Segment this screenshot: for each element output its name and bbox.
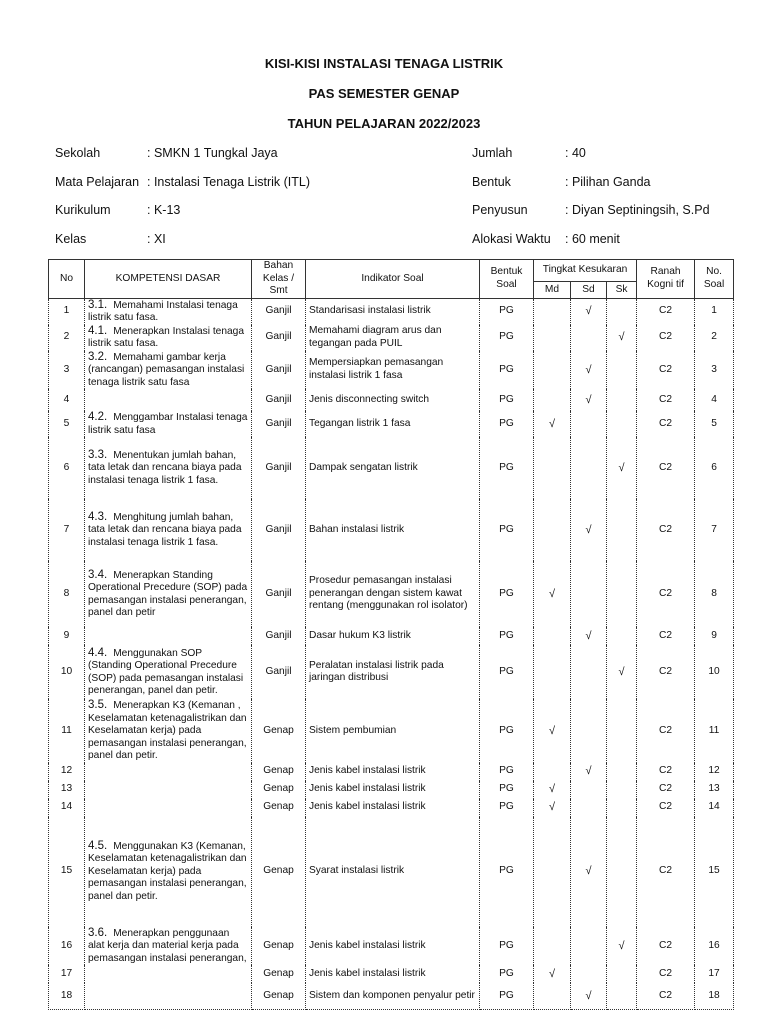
md-check: √: [534, 561, 571, 627]
indikator-cell: Jenis kabel instalasi listrik: [306, 763, 480, 781]
bentuk-cell: PG: [480, 817, 534, 927]
table-row: [49, 965, 734, 983]
nosoal-cell: 6: [695, 437, 734, 499]
meta-left-block: [55, 146, 455, 256]
md-check: [534, 763, 571, 781]
ranah-cell: C2: [637, 781, 695, 799]
bentuk-cell: PG: [480, 983, 534, 1010]
kompetensi-dasar-cell: [85, 645, 252, 699]
meta-label: Jumlah: [472, 146, 513, 160]
kd-number: 4.1.: [88, 324, 108, 337]
bahan-cell: Ganjil: [252, 645, 306, 699]
bahan-cell: Ganjil: [252, 325, 306, 351]
meta-label: Sekolah: [55, 146, 101, 160]
bentuk-cell: PG: [480, 437, 534, 499]
bahan-cell: Genap: [252, 763, 306, 781]
bahan-cell: Ganjil: [252, 437, 306, 499]
kd-number: 4.2.: [88, 411, 108, 423]
meta-value: : 40: [565, 146, 586, 160]
bahan-cell: Genap: [252, 699, 306, 763]
indikator-cell: Jenis kabel instalasi listrik: [306, 965, 480, 983]
ranah-cell: C2: [637, 351, 695, 390]
table-row: [49, 927, 734, 966]
col-header-kompetensi: KOMPETENSI DASAR: [85, 260, 252, 299]
row-no: 18: [49, 983, 85, 1010]
kd-text: Menerapkan Instalasi tenaga listrik satu fasa.: [88, 325, 245, 349]
ranah-cell: C2: [637, 817, 695, 927]
table-row: [49, 781, 734, 799]
nosoal-cell: 10: [695, 645, 734, 699]
bahan-cell: Genap: [252, 965, 306, 983]
sk-check: [607, 699, 637, 763]
kompetensi-dasar-cell: [85, 983, 252, 1010]
md-check: [534, 627, 571, 645]
sk-check: √: [607, 645, 637, 699]
sd-check: √: [571, 763, 607, 781]
sd-check: [571, 437, 607, 499]
meta-label: Penyusun: [472, 203, 528, 217]
row-no: 14: [49, 799, 85, 817]
sk-check: [607, 499, 637, 561]
md-check: √: [534, 781, 571, 799]
md-check: √: [534, 411, 571, 437]
kompetensi-dasar-cell: [85, 799, 252, 817]
table-row: [49, 561, 734, 627]
nosoal-cell: 13: [695, 781, 734, 799]
col-header-sd: Sd: [571, 282, 607, 299]
row-no: 13: [49, 781, 85, 799]
md-check: √: [534, 799, 571, 817]
indikator-cell: Jenis disconnecting switch: [306, 389, 480, 411]
row-no: 5: [49, 411, 85, 437]
kompetensi-dasar-cell: [85, 561, 252, 627]
kompetensi-dasar-cell: [85, 781, 252, 799]
bahan-cell: Ganjil: [252, 627, 306, 645]
kompetensi-dasar-cell: [85, 351, 252, 390]
sd-check: [571, 699, 607, 763]
nosoal-cell: 5: [695, 411, 734, 437]
table-row: [49, 437, 734, 499]
kd-text: Memahami gambar kerja (rancangan) pemasangan instalasi tenaga listrik satu fasa: [88, 351, 245, 388]
nosoal-cell: 16: [695, 927, 734, 966]
meta-value: : 60 menit: [565, 232, 620, 246]
sd-check: √: [571, 983, 607, 1010]
bentuk-cell: PG: [480, 351, 534, 390]
kompetensi-dasar-cell: [85, 965, 252, 983]
kompetensi-dasar-cell: [85, 927, 252, 966]
sd-check: √: [571, 627, 607, 645]
indikator-cell: Bahan instalasi listrik: [306, 499, 480, 561]
bentuk-cell: PG: [480, 965, 534, 983]
row-no: 17: [49, 965, 85, 983]
kompetensi-dasar-cell: [85, 411, 252, 437]
table-row: [49, 298, 734, 325]
ranah-cell: C2: [637, 965, 695, 983]
md-check: [534, 983, 571, 1010]
ranah-cell: C2: [637, 437, 695, 499]
sd-check: [571, 799, 607, 817]
sk-check: √: [607, 325, 637, 351]
md-check: [534, 927, 571, 966]
indikator-cell: Dasar hukum K3 listrik: [306, 627, 480, 645]
md-check: [534, 298, 571, 325]
kd-text: Menggunakan SOP (Standing Operational Precedure (SOP) pada pemasangan instalasi penerangan, panel dan petir.: [88, 647, 244, 696]
bentuk-cell: PG: [480, 645, 534, 699]
meta-value: : XI: [147, 232, 166, 246]
row-no: 4: [49, 389, 85, 411]
kd-number: 3.2.: [88, 350, 108, 363]
ranah-cell: C2: [637, 561, 695, 627]
table-row: [49, 389, 734, 411]
row-no: 7: [49, 499, 85, 561]
table-body: [49, 298, 734, 1010]
sd-check: [571, 781, 607, 799]
nosoal-cell: 17: [695, 965, 734, 983]
nosoal-cell: 1: [695, 298, 734, 325]
kompetensi-dasar-cell: [85, 325, 252, 351]
bentuk-cell: PG: [480, 561, 534, 627]
md-check: [534, 325, 571, 351]
document-title: KISI-KISI INSTALASI TENAGA LISTRIK: [264, 56, 504, 71]
sk-check: [607, 781, 637, 799]
col-header-md: Md: [534, 282, 571, 299]
nosoal-cell: 15: [695, 817, 734, 927]
col-header-no: No: [49, 260, 85, 299]
kd-text: Menggunakan K3 (Kemanan, Keselamatan ketenagalistrikan dan Keselamatan kerja) pada pemasangan instalasi penerangan, panel dan petir.: [88, 840, 247, 902]
row-no: 8: [49, 561, 85, 627]
meta-label: Alokasi Waktu: [472, 232, 551, 246]
sk-check: [607, 411, 637, 437]
table-row: [49, 983, 734, 1010]
sk-check: [607, 298, 637, 325]
col-header-indikator: Indikator Soal: [306, 260, 480, 299]
bentuk-cell: PG: [480, 298, 534, 325]
sd-check: [571, 645, 607, 699]
md-check: [534, 499, 571, 561]
kd-number: 4.4.: [88, 646, 108, 659]
ranah-cell: C2: [637, 699, 695, 763]
bentuk-cell: PG: [480, 927, 534, 966]
bentuk-cell: PG: [480, 499, 534, 561]
row-no: 16: [49, 927, 85, 966]
bahan-cell: Ganjil: [252, 411, 306, 437]
sd-check: [571, 965, 607, 983]
table-row: [49, 411, 734, 437]
indikator-cell: Tegangan listrik 1 fasa: [306, 411, 480, 437]
bentuk-cell: PG: [480, 389, 534, 411]
indikator-cell: Dampak sengatan listrik: [306, 437, 480, 499]
kd-number: 3.4.: [88, 568, 108, 581]
sk-check: [607, 561, 637, 627]
sk-check: [607, 817, 637, 927]
sk-check: [607, 763, 637, 781]
table-row: [49, 627, 734, 645]
bentuk-cell: PG: [480, 781, 534, 799]
sd-check: √: [571, 817, 607, 927]
md-check: √: [534, 699, 571, 763]
sk-check: [607, 965, 637, 983]
meta-right-block: [472, 146, 752, 256]
indikator-cell: Syarat instalasi listrik: [306, 817, 480, 927]
row-no: 1: [49, 298, 85, 325]
sk-check: [607, 799, 637, 817]
document-subtitle: PAS SEMESTER GENAP: [308, 86, 460, 101]
row-no: 6: [49, 437, 85, 499]
table-row: [49, 817, 734, 927]
meta-label: Mata Pelajaran: [55, 175, 140, 189]
bahan-cell: Ganjil: [252, 351, 306, 390]
kd-text: Menerapkan penggunaan alat kerja dan material kerja pada pemasangan instalasi penerangan,: [88, 927, 247, 964]
col-header-bahan: Bahan Kelas / Smt: [252, 260, 306, 299]
kd-text: Memahami Instalasi tenaga listrik satu fasa.: [88, 299, 238, 323]
indikator-cell: Jenis kabel instalasi listrik: [306, 799, 480, 817]
meta-value: : Pilihan Ganda: [565, 175, 651, 189]
kd-number: 4.3.: [88, 510, 108, 523]
meta-value: : Diyan Septiningsih, S.Pd: [565, 203, 710, 217]
table-row: [49, 325, 734, 351]
meta-value: : Instalasi Tenaga Listrik (ITL): [147, 175, 311, 189]
sd-check: √: [571, 389, 607, 411]
table-row: [49, 351, 734, 390]
kompetensi-dasar-cell: [85, 627, 252, 645]
row-no: 12: [49, 763, 85, 781]
kompetensi-dasar-cell: [85, 298, 252, 325]
kd-number: 3.3.: [88, 448, 108, 461]
sd-check: √: [571, 499, 607, 561]
sd-check: √: [571, 298, 607, 325]
kompetensi-dasar-cell: [85, 389, 252, 411]
kd-number: 3.1.: [88, 298, 108, 311]
nosoal-cell: 4: [695, 389, 734, 411]
ranah-cell: C2: [637, 411, 695, 437]
sk-check: [607, 351, 637, 390]
bahan-cell: Genap: [252, 927, 306, 966]
md-check: [534, 645, 571, 699]
md-check: [534, 351, 571, 390]
indikator-cell: Sistem pembumian: [306, 699, 480, 763]
ranah-cell: C2: [637, 499, 695, 561]
kompetensi-dasar-cell: [85, 437, 252, 499]
indikator-cell: Memahami diagram arus dan tegangan pada PUIL: [306, 325, 480, 351]
nosoal-cell: 11: [695, 699, 734, 763]
kompetensi-dasar-cell: [85, 699, 252, 763]
indikator-cell: Prosedur pemasangan instalasi penerangan dengan sistem kawat rentang (menggunakan rol isolator): [306, 561, 480, 627]
nosoal-cell: 7: [695, 499, 734, 561]
row-no: 3: [49, 351, 85, 390]
meta-value: : K-13: [147, 203, 181, 217]
bahan-cell: Ganjil: [252, 298, 306, 325]
sk-check: [607, 983, 637, 1010]
bahan-cell: Genap: [252, 781, 306, 799]
nosoal-cell: 2: [695, 325, 734, 351]
table-row: [49, 763, 734, 781]
kompetensi-dasar-cell: [85, 499, 252, 561]
col-header-ranah: Ranah Kogni tif: [637, 260, 695, 299]
col-header-bentuk: Bentuk Soal: [480, 260, 534, 299]
bahan-cell: Ganjil: [252, 389, 306, 411]
bentuk-cell: PG: [480, 411, 534, 437]
nosoal-cell: 12: [695, 763, 734, 781]
bentuk-cell: PG: [480, 763, 534, 781]
meta-label: Bentuk: [472, 175, 511, 189]
bahan-cell: Genap: [252, 799, 306, 817]
row-no: 10: [49, 645, 85, 699]
bahan-cell: Genap: [252, 983, 306, 1010]
ranah-cell: C2: [637, 325, 695, 351]
sk-check: [607, 389, 637, 411]
indikator-cell: Peralatan instalasi listrik pada jaringan distribusi: [306, 645, 480, 699]
kd-number: 3.5.: [88, 699, 108, 711]
row-no: 15: [49, 817, 85, 927]
kd-number: 3.6.: [88, 926, 108, 939]
col-header-sk: Sk: [607, 282, 637, 299]
sd-check: [571, 325, 607, 351]
kompetensi-dasar-cell: [85, 763, 252, 781]
indikator-cell: Sistem dan komponen penyalur petir: [306, 983, 480, 1010]
table-row: [49, 499, 734, 561]
nosoal-cell: 8: [695, 561, 734, 627]
kd-text: Menghitung jumlah bahan, tata letak dan rencana biaya pada instalasi tenaga listrik 1 fasa.: [88, 511, 242, 548]
md-check: [534, 389, 571, 411]
sk-check: [607, 627, 637, 645]
bentuk-cell: PG: [480, 799, 534, 817]
sk-check: √: [607, 437, 637, 499]
row-no: 11: [49, 699, 85, 763]
indikator-cell: Jenis kabel instalasi listrik: [306, 781, 480, 799]
meta-label: Kurikulum: [55, 203, 111, 217]
kd-text: Menerapkan Standing Operational Precedure (SOP) pada pemasangan instalasi penerangan, panel dan petir: [88, 569, 248, 618]
sd-check: [571, 411, 607, 437]
ranah-cell: C2: [637, 799, 695, 817]
nosoal-cell: 18: [695, 983, 734, 1010]
table-row: [49, 799, 734, 817]
bahan-cell: Ganjil: [252, 499, 306, 561]
table-row: [49, 699, 734, 763]
table-row: [49, 645, 734, 699]
kompetensi-dasar-cell: [85, 817, 252, 927]
col-header-nosoal: No. Soal: [695, 260, 734, 299]
sd-check: [571, 561, 607, 627]
ranah-cell: C2: [637, 627, 695, 645]
kd-number: 4.5.: [88, 839, 108, 852]
ranah-cell: C2: [637, 763, 695, 781]
indikator-cell: Standarisasi instalasi listrik: [306, 298, 480, 325]
row-no: 2: [49, 325, 85, 351]
nosoal-cell: 9: [695, 627, 734, 645]
kd-text: Menerapkan K3 (Kemanan , Keselamatan ketenagalistrikan dan Keselamatan kerja) pada pemasangan instalasi penerangan, panel dan petir.: [88, 700, 247, 761]
ranah-cell: C2: [637, 927, 695, 966]
kd-text: Menggambar Instalasi tenaga listrik satu fasa: [88, 412, 248, 436]
row-no: 9: [49, 627, 85, 645]
ranah-cell: C2: [637, 645, 695, 699]
bentuk-cell: PG: [480, 627, 534, 645]
md-check: [534, 817, 571, 927]
ranah-cell: C2: [637, 298, 695, 325]
bentuk-cell: PG: [480, 325, 534, 351]
bentuk-cell: PG: [480, 699, 534, 763]
nosoal-cell: 3: [695, 351, 734, 390]
kd-text: Menentukan jumlah bahan, tata letak dan rencana biaya pada instalasi tenaga listrik 1 fasa.: [88, 449, 242, 486]
sk-check: √: [607, 927, 637, 966]
bahan-cell: Genap: [252, 817, 306, 927]
indikator-cell: Mempersiapkan pemasangan instalasi listrik 1 fasa: [306, 351, 480, 390]
nosoal-cell: 14: [695, 799, 734, 817]
col-header-tingkat: Tingkat Kesukaran: [534, 260, 637, 282]
indikator-cell: Jenis kabel instalasi listrik: [306, 927, 480, 966]
sd-check: √: [571, 351, 607, 390]
md-check: [534, 437, 571, 499]
meta-value: : SMKN 1 Tungkal Jaya: [147, 146, 278, 160]
sd-check: [571, 927, 607, 966]
meta-label: Kelas: [55, 232, 87, 246]
ranah-cell: C2: [637, 983, 695, 1010]
academic-year: TAHUN PELAJARAN 2022/2023: [287, 116, 481, 131]
md-check: √: [534, 965, 571, 983]
ranah-cell: C2: [637, 389, 695, 411]
bahan-cell: Ganjil: [252, 561, 306, 627]
kisi-kisi-table: [48, 259, 734, 1010]
